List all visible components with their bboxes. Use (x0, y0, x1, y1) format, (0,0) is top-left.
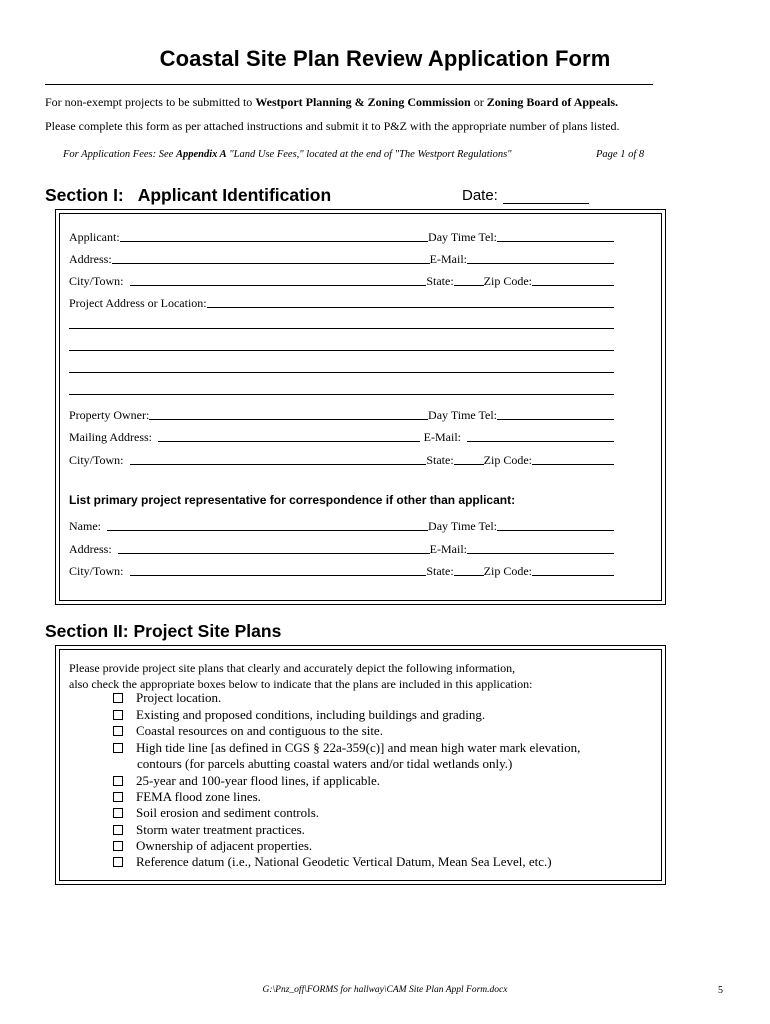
owner-row (69, 404, 614, 422)
intro-or: or (470, 95, 487, 109)
checklist-item-label: Ownership of adjacent properties. (136, 838, 313, 853)
footer-page-number: 5 (718, 985, 723, 996)
owner-state-field[interactable] (454, 463, 484, 465)
checkbox[interactable] (113, 710, 123, 720)
applicant-row (69, 226, 614, 244)
date-field[interactable] (503, 203, 589, 204)
intro-commission: Westport Planning & Zoning Commission (255, 95, 471, 109)
representative-heading: List primary project representative for correspondence if other than applicant: (69, 493, 516, 507)
date-label: Date: (462, 187, 498, 204)
rep-city-row (69, 560, 614, 578)
owner-zip-field[interactable] (532, 463, 614, 465)
owner-zip-label: Zip Code: (483, 453, 532, 467)
project-address-line-5[interactable] (69, 394, 614, 395)
checkbox[interactable] (113, 825, 123, 835)
checklist-item-label: Reference datum (i.e., National Geodetic Vertical Datum, Mean Sea Level, etc.) (136, 854, 552, 869)
state-label: State: (426, 274, 454, 288)
zip-label: Zip Code: (483, 274, 532, 288)
checklist-item (113, 690, 221, 706)
owner-state-label: State: (426, 453, 454, 467)
checklist-item (113, 838, 312, 854)
applicant-city-row (69, 270, 614, 288)
fees-appendix: Appendix A (175, 149, 227, 160)
checklist-item (113, 707, 485, 723)
checklist-item-continuation: contours (for parcels abutting coastal waters and/or tidal wetlands only.) (137, 756, 513, 771)
checklist-item (113, 822, 305, 838)
rep-zip-field[interactable] (532, 574, 614, 576)
checklist-item-label: Coastal resources on and contiguous to the site. (136, 723, 383, 738)
applicant-daytel-field[interactable] (497, 240, 614, 242)
owner-mailing-field[interactable] (158, 440, 420, 442)
owner-daytel-label: Day Time Tel: (428, 408, 497, 422)
owner-email-label: E-Mail: (423, 430, 461, 444)
applicant-label: Applicant: (69, 230, 120, 244)
rep-email-label: E-Mail: (429, 542, 467, 556)
rep-address-label: Address: (69, 542, 112, 556)
intro-zba: Zoning Board of Appeals. (486, 95, 619, 109)
checklist-item-label: 25-year and 100-year flood lines, if applicable. (136, 773, 381, 788)
owner-email-field[interactable] (467, 440, 614, 442)
fees-text-2: "Land Use Fees," located at the end of "The Westport Regulations" (226, 149, 512, 160)
applicant-field[interactable] (120, 240, 428, 242)
checkbox[interactable] (113, 726, 123, 736)
owner-mailing-row (69, 426, 614, 444)
checkbox[interactable] (113, 693, 123, 703)
owner-city-label: City/Town: (69, 453, 124, 467)
intro-line-2: Please complete this form as per attached instructions and submit it to P&Z with the appropriate number of plans listed. (45, 119, 620, 133)
checklist-item (113, 723, 383, 739)
checkbox[interactable] (113, 743, 123, 753)
checklist-item (113, 740, 580, 756)
applicant-address-field[interactable] (112, 262, 430, 264)
owner-daytel-field[interactable] (497, 418, 614, 420)
checklist-item-label: Soil erosion and sediment controls. (136, 805, 320, 820)
rep-city-label: City/Town: (69, 564, 124, 578)
checklist-item-label: Project location. (136, 690, 222, 705)
project-address-line-3[interactable] (69, 350, 614, 351)
applicant-daytel-label: Day Time Tel: (428, 230, 497, 244)
checkbox[interactable] (113, 808, 123, 818)
checkbox[interactable] (113, 841, 123, 851)
applicant-state-field[interactable] (454, 284, 484, 286)
checklist-item (113, 773, 380, 789)
rep-email-field[interactable] (467, 552, 614, 554)
plans-intro-1: Please provide project site plans that clearly and accurately depict the following information, (69, 661, 516, 675)
applicant-city-field[interactable] (130, 284, 427, 286)
checklist-item-label: Existing and proposed conditions, including buildings and grading. (136, 707, 486, 722)
owner-city-row (69, 449, 614, 467)
rep-state-field[interactable] (454, 574, 484, 576)
address-label: Address: (69, 252, 112, 266)
intro-text: For non-exempt projects to be submitted to (45, 95, 256, 109)
checkbox[interactable] (113, 776, 123, 786)
section-2-heading: Section II: Project Site Plans (45, 621, 282, 641)
title-divider (45, 84, 653, 85)
rep-name-label: Name: (69, 519, 101, 533)
email-label: E-Mail: (429, 252, 467, 266)
project-address-line-2[interactable] (69, 328, 614, 329)
rep-zip-label: Zip Code: (483, 564, 532, 578)
mailing-label: Mailing Address: (69, 430, 152, 444)
form-title: Coastal Site Plan Review Application Form (159, 46, 611, 71)
rep-address-row (69, 538, 614, 556)
rep-city-field[interactable] (130, 574, 427, 576)
applicant-email-field[interactable] (467, 262, 614, 264)
rep-state-label: State: (426, 564, 454, 578)
city-label: City/Town: (69, 274, 124, 288)
rep-address-field[interactable] (118, 552, 430, 554)
owner-city-field[interactable] (130, 463, 427, 465)
fees-note (63, 149, 512, 160)
checkbox[interactable] (113, 792, 123, 802)
rep-daytel-label: Day Time Tel: (428, 519, 497, 533)
project-address-label: Project Address or Location: (69, 296, 207, 310)
footer-file-path: G:\Pnz_off\FORMS for hallway\CAM Site Plan Appl Form.docx (262, 985, 508, 995)
section-1-heading: Section I: Applicant Identification (45, 185, 332, 205)
project-address-field[interactable] (207, 306, 614, 308)
rep-name-row (69, 515, 614, 533)
checklist-item (113, 805, 319, 821)
project-address-line-4[interactable] (69, 372, 614, 373)
checkbox[interactable] (113, 857, 123, 867)
rep-daytel-field[interactable] (497, 529, 614, 531)
rep-name-field[interactable] (107, 529, 428, 531)
intro-line-1 (45, 95, 618, 110)
fees-text: For Application Fees: See (63, 149, 176, 160)
applicant-address-row (69, 248, 614, 266)
page-indicator: Page 1 of 8 (596, 149, 645, 160)
checklist-item-label: FEMA flood zone lines. (136, 789, 261, 804)
checklist-item-label: High tide line [as defined in CGS § 22a-359(c)] and mean high water mark elevation, (136, 740, 581, 755)
checklist-item (113, 789, 261, 805)
plans-intro-2: also check the appropriate boxes below to indicate that the plans are included in this application: (69, 677, 533, 691)
project-address-row (69, 292, 614, 310)
checklist-item (113, 854, 552, 870)
owner-label: Property Owner: (69, 408, 150, 422)
applicant-zip-field[interactable] (532, 284, 614, 286)
owner-field[interactable] (149, 418, 428, 420)
checklist-item-label: Storm water treatment practices. (136, 822, 305, 837)
